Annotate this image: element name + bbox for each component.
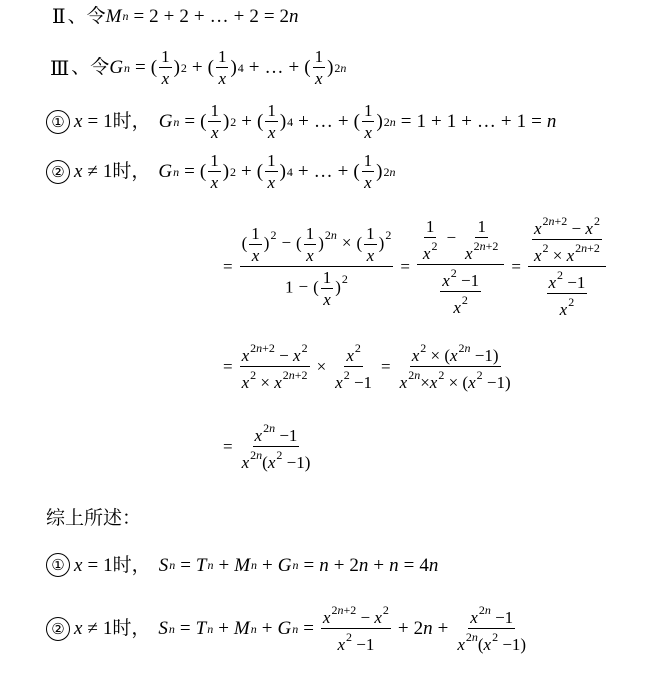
cond-val: 1	[103, 111, 113, 132]
when-label: 时	[112, 553, 132, 576]
sub-n: n	[122, 9, 129, 23]
line-derivation-result: = $\frac{x^{2n} -1}{x^{2n}(x^2 -1)}$	[223, 421, 311, 472]
circled-one-marker: ①	[46, 553, 70, 577]
cond-var: x	[74, 161, 83, 182]
circled-one-marker: ①	[46, 110, 70, 134]
comma: ，	[131, 160, 151, 182]
line-case-x-equals-1: ① x = 1 时 ， G n = ( $\frac{1}{x}$ ) 2 + ( $\frac{1}{x}$ ) 4 + … + ( $\frac{1}{x}$ ) 2n = 1 + 1 + … + 1 = n	[46, 102, 556, 141]
when-label: 时	[112, 160, 132, 182]
cond-var: x	[74, 554, 83, 576]
circled-two-marker: ②	[46, 160, 70, 184]
let-label: 、令	[71, 56, 110, 78]
cond-val: 1	[102, 618, 113, 639]
comma: ，	[131, 617, 151, 639]
line-final-x-not-1: ② x ≠ 1 时 ， S n = T n + M n + G n = $\frac{x^{2n+2} - x^2}{x^2 -1}$ + 2 n + $\frac{x^{2n} -1}{x^{2n}(x^2 -1)}$	[46, 604, 530, 653]
when-label: 时	[112, 110, 132, 132]
comma: ，	[131, 553, 151, 576]
line-derivation-step-1: = ( $\frac{1}{x}$ )$^2$ − ( $\frac{1}{x}$ )$^{2n}$ × ( $\frac{1}{x}$ )$^2$ 1 − ( $\frac{1}{x}$ )$^2$ = $\frac{1}{x^2}$ − $\frac{1}{x^{2n+2}}$ $\frac{x^2 -1}{x^2}$ = $\frac{\frac{x^{2n+2} - x^2}{x^2 \times x^{2n+2}}}{\frac{x^2 -1}{x^2}}$	[218, 215, 608, 318]
summary-heading: 综上所述：	[46, 507, 142, 529]
comma: ，	[131, 110, 151, 132]
cond-var: x	[74, 618, 83, 639]
let-label: 、令	[67, 4, 106, 27]
roman-numeral-2: Ⅱ	[52, 4, 66, 28]
line-derivation-step-2: = $\frac{x^{2n+2} - x^2}{x^2 \times x^{2n+2}}$ × $\frac{x^2}{x^2 -1}$ = $\frac{x^2 \times (x^{2n} -1)}{x^{2n}\times x^2 \times (x^2 -1)}$	[223, 341, 511, 392]
cond-rel: ≠	[87, 618, 98, 639]
cond-val: 1	[102, 161, 113, 182]
cond-var: x	[74, 111, 83, 132]
cond-rel: ≠	[87, 161, 98, 182]
line-mn-definition: Ⅱ 、令 M n = 2 + 2 + … + 2 = 2 n	[52, 4, 299, 28]
line-final-x-equals-1: ① x = 1 时 ， S n = T n + M n + G n = n + 2 n + n = 4 n	[46, 553, 438, 577]
cond-rel: =	[87, 554, 99, 576]
var-m: M	[105, 5, 122, 27]
cond-val: 1	[103, 554, 113, 576]
roman-numeral-3: Ⅲ	[50, 55, 70, 80]
cond-rel: =	[87, 111, 99, 132]
when-label: 时	[112, 617, 132, 639]
circled-two-marker: ②	[46, 617, 70, 641]
line-gn-definition: Ⅲ 、令 G n = ( $\frac{1}{x}$ ) 2 + ( $\frac{1}{x}$ ) 4 + … + ( $\frac{1}{x}$ ) 2n	[50, 47, 347, 88]
line-case-x-not-1: ② x ≠ 1 时 ， G n = ( $\frac{1}{x}$ ) 2 + ( $\frac{1}{x}$ ) 4 + … + ( $\frac{1}{x}$ ) 2n	[46, 152, 395, 191]
